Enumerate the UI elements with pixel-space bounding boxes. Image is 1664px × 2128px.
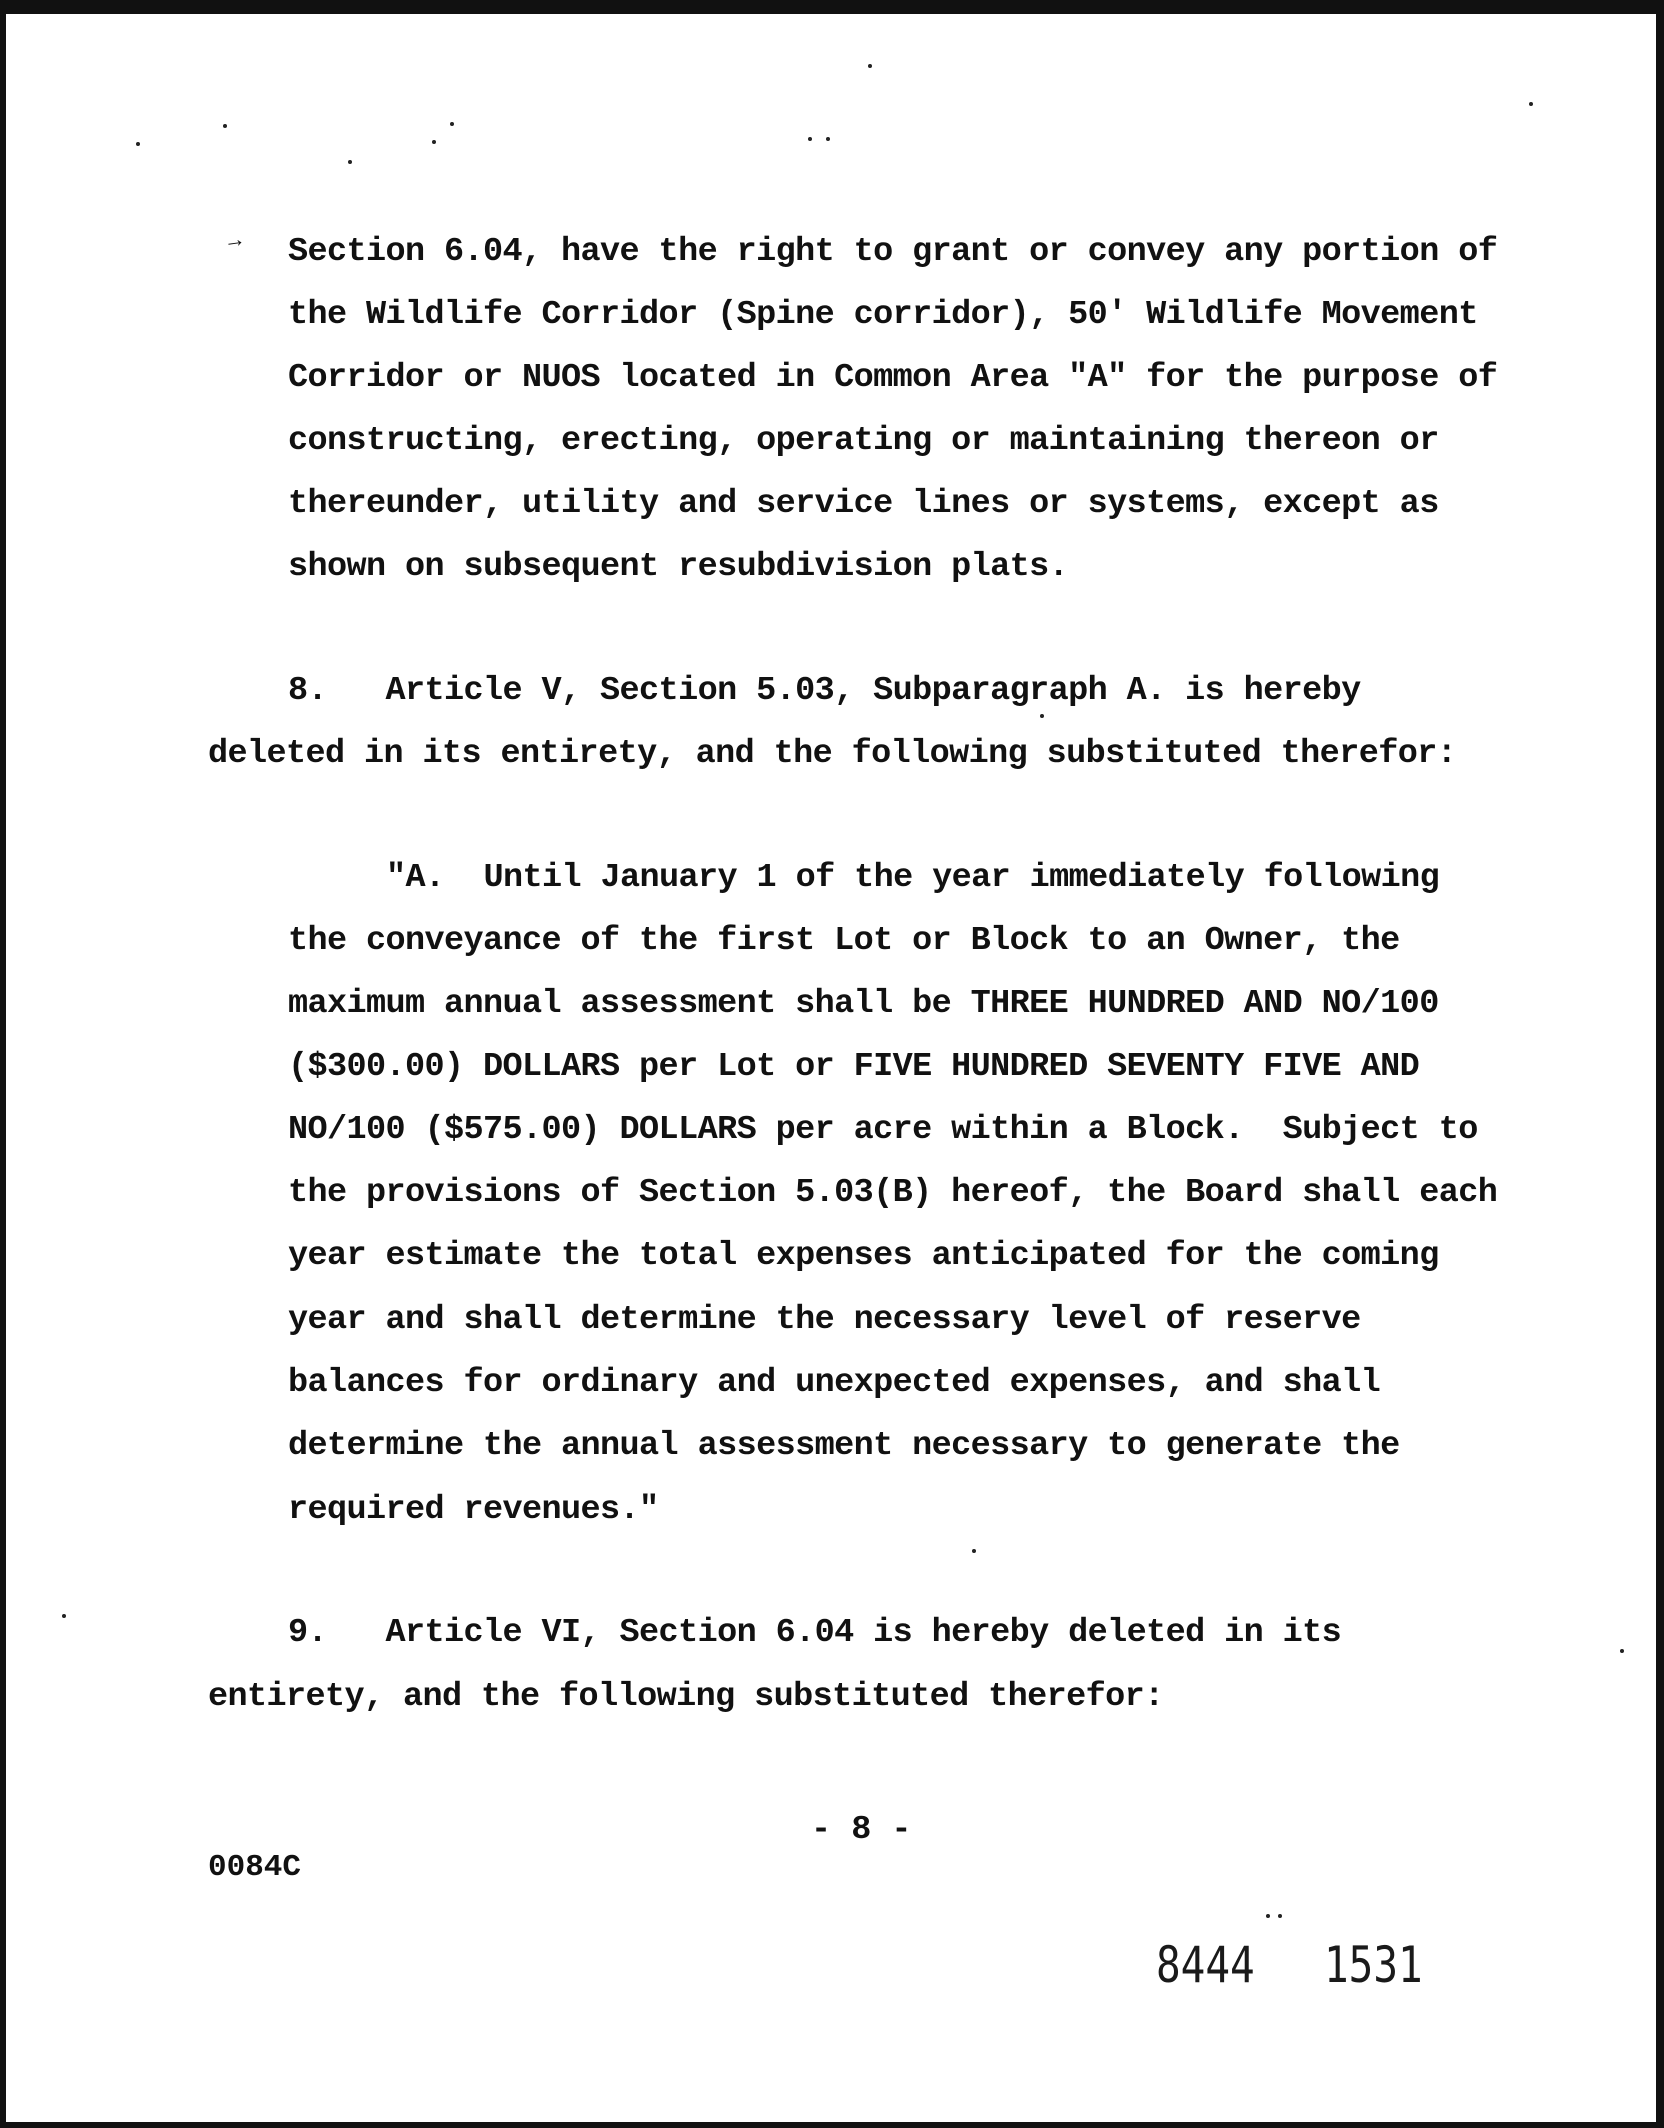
scan-speck <box>432 140 436 144</box>
recording-stamp-book: 8444 <box>1156 1936 1255 1994</box>
document-code: 0084C <box>208 1850 302 1885</box>
text-line: deleted in its entirety, and the following substituted therefor: <box>208 735 1457 773</box>
text-line: "A. Until January 1 of the year immediately following <box>386 859 1440 897</box>
scan-speck <box>972 1549 976 1553</box>
scan-speck <box>1278 1914 1282 1918</box>
text-line: 9. Article VI, Section 6.04 is hereby deleted in its <box>288 1614 1342 1652</box>
text-line: year estimate the total expenses anticipated for the coming <box>288 1237 1439 1275</box>
text-line: thereunder, utility and service lines or systems, except as <box>288 485 1439 523</box>
text-line: the Wildlife Corridor (Spine corridor), 50' Wildlife Movement <box>288 296 1478 334</box>
text-line: Section 6.04, have the right to grant or convey any portion of <box>288 233 1498 271</box>
text-line: the conveyance of the first Lot or Block to an Owner, the <box>288 922 1400 960</box>
page-number: - 8 - <box>811 1811 912 1849</box>
margin-mark: → <box>226 228 243 255</box>
scan-speck <box>808 137 812 141</box>
scan-speck <box>1620 1649 1624 1653</box>
text-line: maximum annual assessment shall be THREE HUNDRED AND NO/100 <box>288 985 1439 1023</box>
scan-speck <box>1266 1914 1270 1918</box>
scan-speck <box>62 1614 66 1618</box>
text-line: 8. Article V, Section 5.03, Subparagraph A. is hereby <box>288 672 1361 710</box>
text-line: NO/100 ($575.00) DOLLARS per acre within a Block. Subject to <box>288 1111 1478 1149</box>
text-line: determine the annual assessment necessary to generate the <box>288 1427 1400 1465</box>
scan-speck <box>826 137 830 141</box>
text-line: required revenues." <box>288 1491 659 1529</box>
scan-speck <box>868 64 872 68</box>
recording-stamp-page: 1531 <box>1324 1936 1423 1994</box>
scan-speck <box>450 122 454 126</box>
text-line: entirety, and the following substituted therefor: <box>208 1678 1164 1716</box>
text-line: constructing, erecting, operating or maintaining thereon or <box>288 422 1439 460</box>
text-line: shown on subsequent resubdivision plats. <box>288 548 1069 586</box>
text-line: Corridor or NUOS located in Common Area "A" for the purpose of <box>288 359 1498 397</box>
text-line: ($300.00) DOLLARS per Lot or FIVE HUNDRED SEVENTY FIVE AND <box>288 1048 1420 1086</box>
text-line: balances for ordinary and unexpected expenses, and shall <box>288 1364 1381 1402</box>
scan-speck <box>1529 102 1533 106</box>
text-line: the provisions of Section 5.03(B) hereof, the Board shall each <box>288 1174 1498 1212</box>
scan-speck <box>1040 714 1044 718</box>
scan-speck <box>136 142 140 146</box>
scan-speck <box>223 124 227 128</box>
text-line: year and shall determine the necessary level of reserve <box>288 1301 1361 1339</box>
scan-speck <box>348 160 352 164</box>
